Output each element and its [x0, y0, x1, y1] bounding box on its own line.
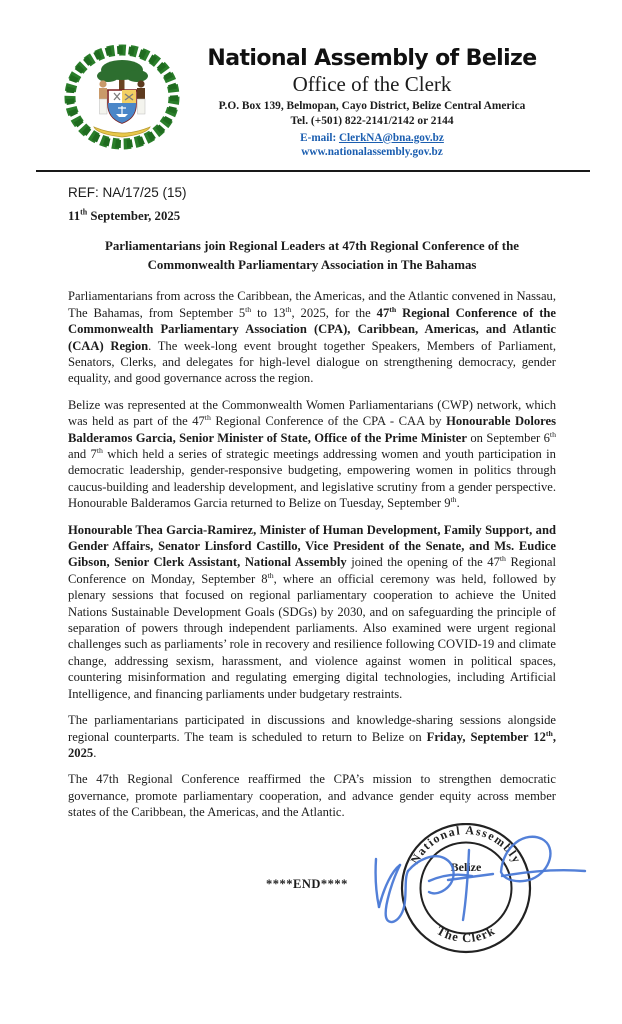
document-date: 11th September, 2025: [68, 207, 181, 223]
reference-number: REF: NA/17/25 (15): [68, 184, 187, 200]
stamp-bottom-text: The Clerk: [434, 922, 498, 945]
svg-text:The Clerk: [434, 923, 497, 945]
body-paragraph: The parliamentarians participated in discussions and knowledge-sharing sessions alongside regional counterparts. The team is scheduled to return to Belize on Friday, September 12th, 2025.: [68, 713, 556, 760]
title-line-1: Parliamentarians join Regional Leaders at 47th Regional Conference of the: [104, 238, 519, 253]
office-name: Office of the Clerk: [292, 72, 452, 97]
letterhead: [0, 0, 622, 160]
phone-line: Tel. (+501) 822-2141/2142 or 2144: [290, 114, 454, 127]
website-text: www.nationalassembly.gov.bz: [301, 146, 443, 159]
body-paragraphs: [68, 288, 556, 820]
clerk-stamp-icon: [352, 823, 592, 993]
document-body: [0, 172, 622, 821]
body-paragraph: The 47th Regional Conference reaffirmed the CPA’s mission to strengthen democratic governance, promote parliamentary cooperation, and advance gender equity across member states of the Caribbean, the Americas, and the Atlantic.: [68, 772, 556, 820]
body-paragraph: Honourable Thea Garcia-Ramirez, Minister of Human Development, Family Support, and Gender Affairs, Senator Linsford Castillo, Vice President of the Senate, and Ms. Eudice Gibson, Senior Clerk Assistant, National Assembly joined the opening of the 47th Regional Conference on Monday, September 8th, where an official ceremony was held, followed by plenary sessions that focused on regional parliamentary cooperation to achieve the United Nations Sustainable Development Goals (SDGs) by 2030, and on safeguarding the principle of separation of powers through independent parliaments. Also examined were urgent regional challenges such as parliaments’ role in recovery and resilience following COVID-19 and climate change, addressing sexism, harassment, and violence against women in political spaces, countering misinformation and regulating emerging digital technologies, including Artificial Intelligence, and financing parliaments under budgetary restraints.: [68, 522, 556, 701]
org-name: National Assembly of Belize: [207, 46, 537, 71]
address-line: P.O. Box 139, Belmopan, Cayo District, Belize Central America: [218, 100, 526, 113]
email-line: [186, 131, 558, 146]
stamp-top-text: National Assembly: [407, 822, 525, 866]
belize-coat-of-arms-icon: [58, 42, 186, 152]
signature-icon: [376, 836, 585, 921]
document-title: [74, 237, 550, 276]
title-line-2: Commonwealth Parliamentary Association in The Bahamas: [147, 258, 477, 272]
end-marker: ****END****: [266, 876, 348, 891]
letterhead-text: [186, 42, 558, 160]
stamp-belize-text: Belize: [450, 859, 482, 874]
body-paragraph: Parliamentarians from across the Caribbean, the Americas, and the Atlantic convened in Nassau, The Bahamas, from September 5th to 13th, 2025, for the 47th Regional Conference of the Commonwealth Parliamentary Association (CPA), Caribbean, Americas, and Atlantic (CAA) Region. The week-long event brought together Speakers, Members of Parliament, Senators, Clerks, and delegates for high-level dialogue on strengthening democracy, gender equality, and good governance across the region.: [68, 289, 556, 386]
email-label: E-mail:: [300, 131, 339, 144]
email-link[interactable]: ClerkNA@bna.gov.bz: [338, 131, 444, 144]
body-paragraph: Belize was represented at the Commonwealth Women Parliamentarians (CWP) network, which was held as part of the 47th Regional Conference of the CPA - CAA by Honourable Dolores Balderamos Garcia, Senior Minister of State, Office of the Prime Minister on September 6th and 7th which held a series of strategic meetings addressing women and youth participation in democratic leadership, gender-responsive budgeting, empowering women in politics through caucus-building and leadership development, and legislative scrutiny from a gender perspective. Honourable Balderamos Garcia returned to Belize on Tuesday, September 9th.: [68, 397, 556, 511]
document-footer: [0, 822, 622, 1024]
